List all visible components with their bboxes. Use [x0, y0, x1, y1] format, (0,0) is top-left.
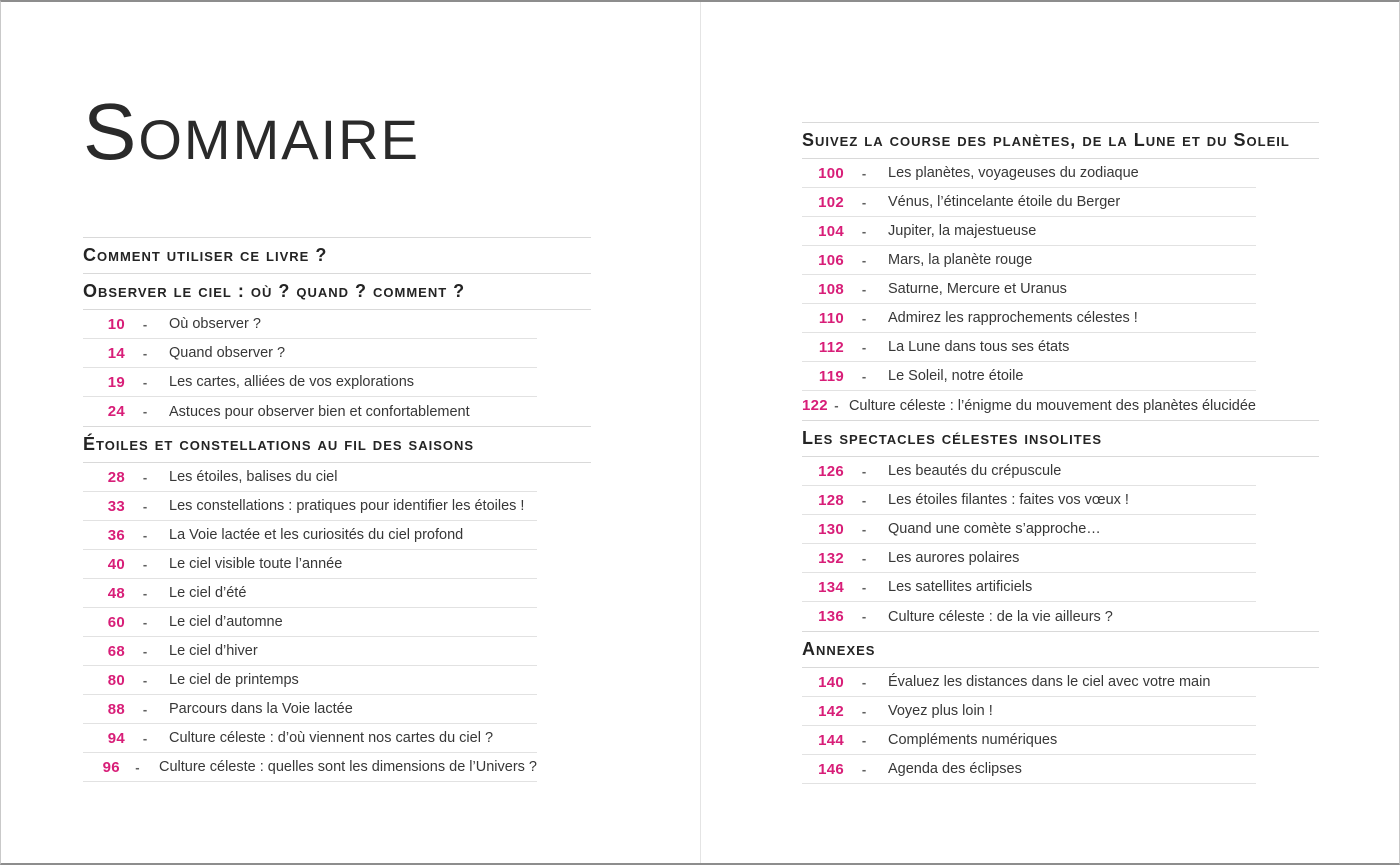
toc-row — [802, 726, 1256, 755]
toc-section — [802, 122, 1319, 420]
entry-title: Les satellites artificiels — [888, 579, 1033, 595]
entry-title: Agenda des éclipses — [888, 761, 1022, 777]
dash-separator: - — [861, 368, 867, 384]
page-number: 48 — [107, 584, 125, 602]
dash-separator: - — [142, 614, 148, 630]
dash-separator: - — [861, 310, 867, 326]
page-number: 60 — [107, 613, 125, 631]
toc-row — [802, 544, 1256, 573]
toc-row — [83, 550, 537, 579]
dash-separator: - — [142, 498, 148, 514]
toc-section — [802, 631, 1319, 784]
dash-separator: - — [861, 339, 867, 355]
toc-row — [802, 668, 1256, 697]
page-number: 132 — [818, 549, 844, 567]
page-number: 40 — [107, 555, 125, 573]
page-number: 106 — [818, 251, 844, 269]
page-number: 102 — [818, 193, 844, 211]
page-number: 28 — [107, 468, 125, 486]
toc-row — [802, 246, 1256, 275]
entry-title: La Lune dans tous ses états — [888, 339, 1070, 355]
section-header: Comment utiliser ce livre ? — [83, 245, 328, 265]
entry-title: Évaluez les distances dans le ciel avec votre main — [888, 674, 1211, 690]
entry-title: Mars, la planète rouge — [888, 252, 1033, 268]
toc-row — [83, 339, 537, 368]
page-number: 24 — [107, 403, 125, 420]
page-number: 134 — [818, 578, 844, 596]
dash-separator: - — [861, 732, 867, 748]
entry-title: Vénus, l’étincelante étoile du Berger — [888, 194, 1121, 210]
entry-title: Les cartes, alliées de vos explorations — [169, 374, 415, 390]
toc-row — [83, 695, 537, 724]
dash-separator: - — [142, 374, 148, 390]
toc-row — [802, 457, 1256, 486]
section-header: Étoiles et constellations au fil des saisons — [83, 434, 475, 454]
dash-separator: - — [861, 463, 867, 479]
dash-separator: - — [142, 643, 148, 659]
section-header: Annexes — [802, 639, 876, 659]
entry-title: Les beautés du crépuscule — [888, 463, 1062, 479]
section-items — [802, 667, 1319, 784]
page-number: 33 — [107, 497, 125, 515]
page-number: 144 — [818, 731, 844, 749]
toc-row — [83, 724, 537, 753]
toc-row — [802, 188, 1256, 217]
page-number: 36 — [107, 526, 125, 544]
entry-title: Voyez plus loin ! — [888, 703, 993, 719]
entry-title: Les constellations : pratiques pour identifier les étoiles ! — [169, 498, 525, 514]
entry-title: La Voie lactée et les curiosités du ciel profond — [169, 527, 464, 543]
dash-separator: - — [861, 703, 867, 719]
dash-separator: - — [861, 492, 867, 508]
toc-row — [83, 310, 537, 339]
dash-separator: - — [142, 585, 148, 601]
entry-title: Quand observer ? — [169, 345, 286, 361]
page-number: 146 — [818, 760, 844, 778]
entry-title: Culture céleste : quelles sont les dimensions de l’Univers ? — [159, 759, 537, 775]
dash-separator: - — [861, 521, 867, 537]
page-number: 108 — [818, 280, 844, 298]
left-page-sections — [83, 237, 591, 782]
entry-title: Le ciel visible toute l’année — [169, 556, 343, 572]
entry-title: Le Soleil, notre étoile — [888, 368, 1024, 384]
section-header: Les spectacles célestes insolites — [802, 428, 1103, 448]
dash-separator: - — [834, 398, 839, 413]
entry-title: Saturne, Mercure et Uranus — [888, 281, 1067, 297]
dash-separator: - — [861, 194, 867, 210]
right-page-content — [802, 122, 1319, 784]
dash-separator: - — [861, 281, 867, 297]
page-number: 112 — [818, 338, 844, 356]
toc-section — [802, 420, 1319, 631]
right-page — [701, 2, 1400, 863]
dash-separator: - — [142, 345, 148, 361]
section-header: Observer le ciel : où ? quand ? comment ? — [83, 281, 466, 301]
page-number: 128 — [818, 491, 844, 509]
toc-section — [83, 237, 591, 273]
dash-separator: - — [142, 527, 148, 543]
toc-row — [802, 486, 1256, 515]
dash-separator: - — [861, 761, 867, 777]
entry-title: Admirez les rapprochements célestes ! — [888, 310, 1138, 326]
dash-separator: - — [861, 223, 867, 239]
page-number: 19 — [107, 373, 125, 391]
entry-title: Compléments numériques — [888, 732, 1058, 748]
page-number: 119 — [818, 367, 844, 385]
toc-row — [802, 391, 1256, 420]
entry-title: Les aurores polaires — [888, 550, 1020, 566]
toc-row — [802, 515, 1256, 544]
right-page-sections — [802, 122, 1319, 784]
page-number: 94 — [107, 729, 125, 747]
dash-separator: - — [142, 316, 148, 332]
entry-title: Culture céleste : l’énigme du mouvement des planètes élucidée — [848, 397, 1256, 414]
dash-separator: - — [142, 469, 148, 485]
dash-separator: - — [861, 165, 867, 181]
left-page-content — [83, 87, 591, 782]
toc-row — [802, 333, 1256, 362]
page-number: 10 — [107, 315, 125, 333]
dash-separator: - — [861, 252, 867, 268]
page-number: 130 — [818, 520, 844, 538]
toc-row — [83, 492, 537, 521]
toc-row — [83, 397, 537, 426]
page-number: 122 — [802, 397, 828, 414]
entry-title: Le ciel de printemps — [169, 672, 299, 688]
toc-row — [802, 159, 1256, 188]
page-number: 14 — [107, 344, 125, 362]
dash-separator: - — [861, 674, 867, 690]
toc-row — [802, 275, 1256, 304]
toc-row — [83, 637, 537, 666]
page-number: 140 — [818, 673, 844, 691]
dash-separator: - — [861, 579, 867, 595]
section-items — [83, 462, 591, 782]
toc-title: Sommaire — [83, 87, 420, 176]
entry-title: Le ciel d’hiver — [169, 643, 258, 659]
toc-row — [83, 463, 537, 492]
entry-title: Jupiter, la majestueuse — [888, 223, 1037, 239]
dash-separator: - — [135, 759, 140, 775]
entry-title: Parcours dans la Voie lactée — [169, 701, 353, 717]
section-items — [802, 158, 1319, 420]
toc-row — [802, 573, 1256, 602]
section-items — [83, 309, 591, 426]
page-number: 88 — [107, 700, 125, 718]
page-number: 110 — [818, 309, 844, 327]
dash-separator: - — [142, 701, 148, 717]
toc-row — [83, 753, 537, 782]
toc-row — [802, 304, 1256, 333]
entry-title: Culture céleste : de la vie ailleurs ? — [888, 608, 1113, 625]
page-number: 100 — [818, 164, 844, 182]
page-number: 104 — [818, 222, 844, 240]
entry-title: Astuces pour observer bien et confortablement — [169, 403, 470, 420]
dash-separator: - — [142, 672, 148, 688]
page-number: 80 — [107, 671, 125, 689]
entry-title: Les planètes, voyageuses du zodiaque — [888, 165, 1139, 181]
toc-row — [802, 697, 1256, 726]
dash-separator: - — [861, 550, 867, 566]
entry-title: Le ciel d’automne — [169, 614, 283, 630]
toc-row — [83, 579, 537, 608]
toc-row — [802, 217, 1256, 246]
dash-separator: - — [861, 609, 867, 624]
page-number: 96 — [102, 758, 120, 776]
entry-title: Les étoiles filantes : faites vos vœux ! — [888, 492, 1129, 508]
toc-section — [83, 273, 591, 426]
toc-row — [802, 362, 1256, 391]
entry-title: Culture céleste : d’où viennent nos cartes du ciel ? — [169, 730, 494, 746]
dash-separator: - — [142, 404, 148, 419]
section-items — [802, 456, 1319, 631]
dash-separator: - — [142, 730, 148, 746]
toc-row — [83, 521, 537, 550]
left-page — [1, 2, 700, 863]
page-number: 136 — [818, 608, 844, 625]
entry-title: Quand une comète s’approche… — [888, 521, 1101, 537]
toc-row — [83, 608, 537, 637]
toc-row — [802, 602, 1256, 631]
page-number: 68 — [107, 642, 125, 660]
entry-title: Où observer ? — [169, 316, 261, 332]
toc-section — [83, 426, 591, 782]
entry-title: Les étoiles, balises du ciel — [169, 469, 338, 485]
section-header: Suivez la course des planètes, de la Lune et du Soleil — [802, 130, 1290, 150]
dash-separator: - — [142, 556, 148, 572]
toc-row — [802, 755, 1256, 784]
toc-row — [83, 368, 537, 397]
page-number: 126 — [818, 462, 844, 480]
entry-title: Le ciel d’été — [169, 585, 247, 601]
toc-row — [83, 666, 537, 695]
page-number: 142 — [818, 702, 844, 720]
